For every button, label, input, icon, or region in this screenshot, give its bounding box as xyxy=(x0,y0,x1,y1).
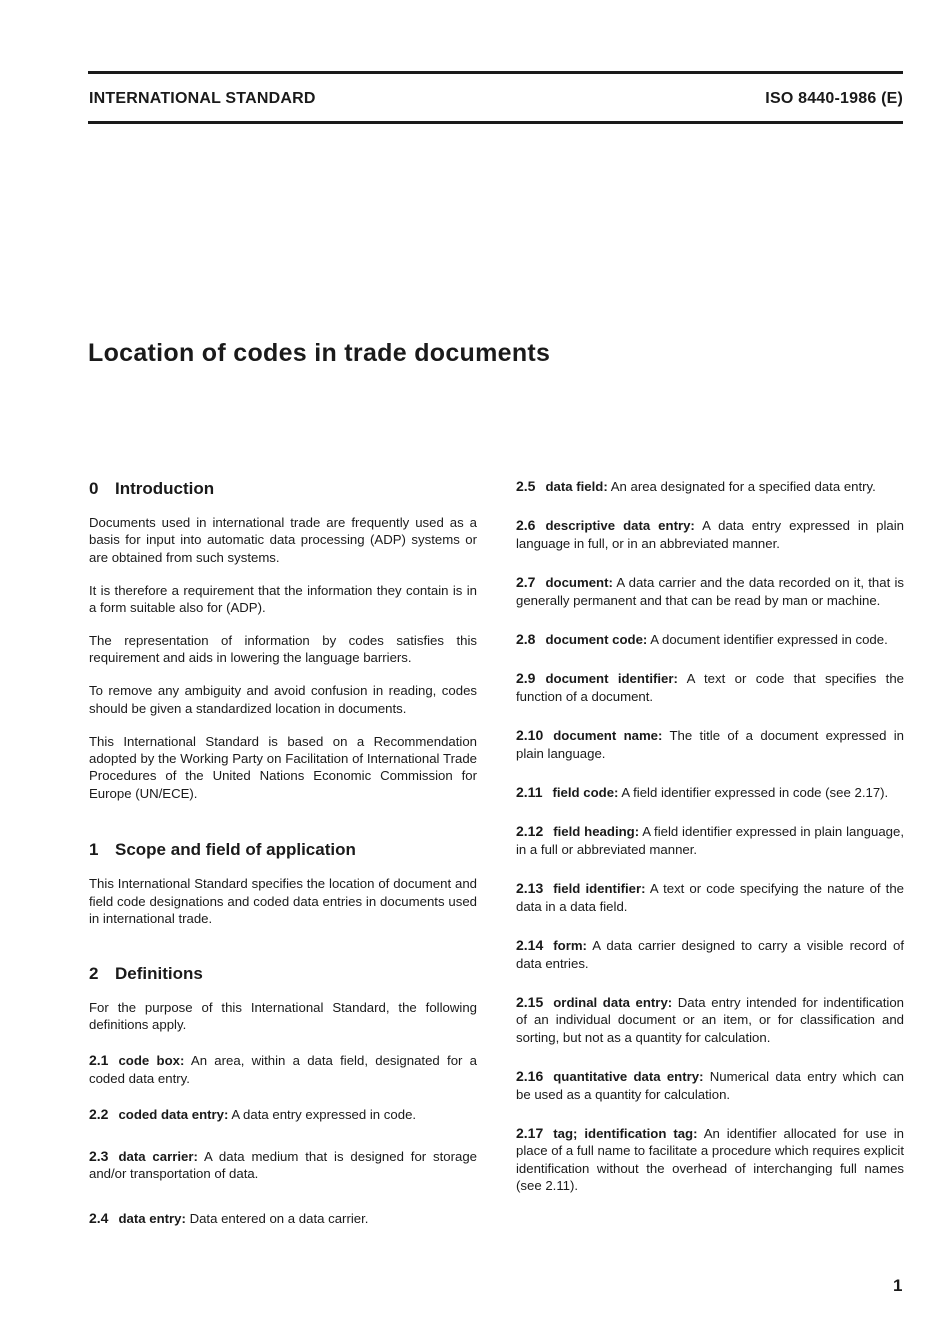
header-bottom-rule xyxy=(88,121,903,124)
section-heading-definitions xyxy=(89,963,477,985)
definition-item xyxy=(89,1052,477,1087)
definitions-intro: For the purpose of this International Standard, the following definitions apply. xyxy=(89,999,477,1032)
definition-number: 2.15 xyxy=(516,993,544,1010)
definition-term: field identifier: xyxy=(553,881,646,897)
section-heading-introduction xyxy=(89,478,477,500)
definition-number: 2.14 xyxy=(516,937,544,954)
definition-number: 2.9 xyxy=(516,670,536,687)
definition-term: tag; identification tag: xyxy=(553,1125,698,1141)
definition-text: A data medium that is designed for storage and/or transportation of data. xyxy=(89,1148,478,1181)
definition-text: A data entry expressed in code. xyxy=(231,1107,417,1123)
definition-text: The title of a document expressed in plain language. xyxy=(516,728,904,761)
definition-item xyxy=(516,727,904,762)
definition-number: 2.1 xyxy=(89,1052,109,1069)
definition-term: document: xyxy=(545,575,613,591)
definition-number: 2.6 xyxy=(516,517,536,534)
section-number: 1 xyxy=(89,840,99,860)
definition-term: document code: xyxy=(545,632,648,648)
definition-item xyxy=(89,1106,477,1123)
left-column xyxy=(89,478,477,1228)
section-title: Definitions xyxy=(115,963,203,983)
intro-paragraph: This International Standard is based on a Recommendation adopted by the Working Party on Facilitation of International Trade Procedures of the United Nations Economic Commission for Europe (UN/ECE). xyxy=(89,733,477,801)
definition-number: 2.12 xyxy=(516,823,544,840)
definition-text: A field identifier expressed in plain language, in a full or abbreviated manner. xyxy=(516,824,905,857)
definition-item xyxy=(516,823,904,858)
definition-number: 2.8 xyxy=(516,631,536,648)
definition-text: A text or code specifying the nature of the data in a data field. xyxy=(516,881,904,914)
definition-text: An area designated for a specified data entry. xyxy=(610,479,876,494)
definition-item xyxy=(89,1210,477,1227)
intro-paragraph: The representation of information by codes satisfies this requirement and aids in lowering the language barriers. xyxy=(89,633,477,666)
intro-paragraph: It is therefore a requirement that the information they contain is in a form suitable also for (ADP). xyxy=(89,582,477,616)
definition-text: Data entered on a data carrier. xyxy=(189,1211,369,1227)
section-title: Introduction xyxy=(115,479,215,498)
header-top-rule xyxy=(88,71,903,74)
definition-term: data carrier: xyxy=(118,1148,198,1164)
definition-term: descriptive data entry: xyxy=(545,518,695,534)
definition-item xyxy=(516,784,904,801)
definition-number: 2.10 xyxy=(516,727,544,744)
right-column xyxy=(516,478,904,1195)
document-title: Location of codes in trade documents xyxy=(88,339,551,367)
definition-text: An area, within a data field, designated for a coded data entry. xyxy=(89,1053,478,1086)
definition-item xyxy=(516,937,904,972)
definition-item xyxy=(89,1148,477,1183)
definition-number: 2.16 xyxy=(516,1068,544,1085)
definition-term: code box: xyxy=(118,1053,185,1069)
definition-item xyxy=(516,880,904,915)
definition-number: 2.17 xyxy=(516,1124,544,1141)
definition-term: document name: xyxy=(553,728,663,744)
definition-text: An identifier allocated for use in place of a full name to facilitate a procedure which requires explicit identification without the overhead of interchanging full names (see 2.11). xyxy=(516,1125,904,1194)
definition-term: quantitative data entry: xyxy=(553,1069,704,1085)
definition-term: data entry: xyxy=(118,1211,186,1227)
page-number: 1 xyxy=(893,1276,903,1295)
definition-number: 2.11 xyxy=(516,784,543,801)
definition-text: Numerical data entry which can be used as a quantity for calculation. xyxy=(516,1069,904,1102)
definition-text: Data entry intended for indentification of an individual document or an item, or for classification and sorting, but not as a quantity for calculation. xyxy=(516,994,904,1045)
definition-term: ordinal data entry: xyxy=(553,994,673,1010)
section-number: 2 xyxy=(89,963,99,983)
section-heading-scope xyxy=(89,839,477,861)
definition-term: data field: xyxy=(545,479,608,494)
scope-paragraph: This International Standard specifies the location of document and field code designations and coded data entries in documents used in international trade. xyxy=(89,876,477,927)
definition-item xyxy=(516,994,904,1046)
definition-item xyxy=(516,1068,904,1103)
definition-item xyxy=(516,517,904,552)
standard-number: ISO 8440-1986 (E) xyxy=(765,90,903,107)
definition-term: document identifier: xyxy=(545,671,678,687)
definition-text: A data carrier and the data recorded on it, that is generally permanent and that can be read by man or machine. xyxy=(516,575,904,608)
definition-term: field code: xyxy=(552,785,619,801)
section-number: 0 xyxy=(89,479,99,498)
definition-text: A field identifier expressed in code (see 2.17). xyxy=(621,785,889,801)
definition-item xyxy=(516,631,904,648)
definition-term: form: xyxy=(553,938,587,954)
definition-number: 2.13 xyxy=(516,880,544,897)
definition-text: A data entry expressed in plain language in full, or in an abbreviated manner. xyxy=(516,518,905,551)
definition-item xyxy=(516,478,904,495)
definition-text: A data carrier designed to carry a visible record of data entries. xyxy=(516,938,904,971)
definition-text: A document identifier expressed in code. xyxy=(650,632,888,648)
intro-paragraph: Documents used in international trade are frequently used as a basis for input into automatic data processing (ADP) systems or are obtained from such systems. xyxy=(89,515,477,565)
definition-number: 2.2 xyxy=(89,1106,109,1123)
standard-label: INTERNATIONAL STANDARD xyxy=(89,90,316,107)
definition-item xyxy=(516,1125,904,1195)
definition-term: field heading: xyxy=(553,824,640,840)
definition-number: 2.5 xyxy=(516,478,536,494)
definition-number: 2.7 xyxy=(516,574,536,591)
definition-text: A text or code that specifies the function of a document. xyxy=(516,671,905,704)
definition-item xyxy=(516,670,904,705)
definition-number: 2.3 xyxy=(89,1147,109,1164)
definition-term: coded data entry: xyxy=(118,1107,229,1123)
section-title: Scope and field of application xyxy=(115,840,356,860)
intro-paragraph: To remove any ambiguity and avoid confusion in reading, codes should be given a standardized location in documents. xyxy=(89,683,477,716)
definition-item xyxy=(516,574,904,609)
definition-number: 2.4 xyxy=(89,1210,109,1227)
